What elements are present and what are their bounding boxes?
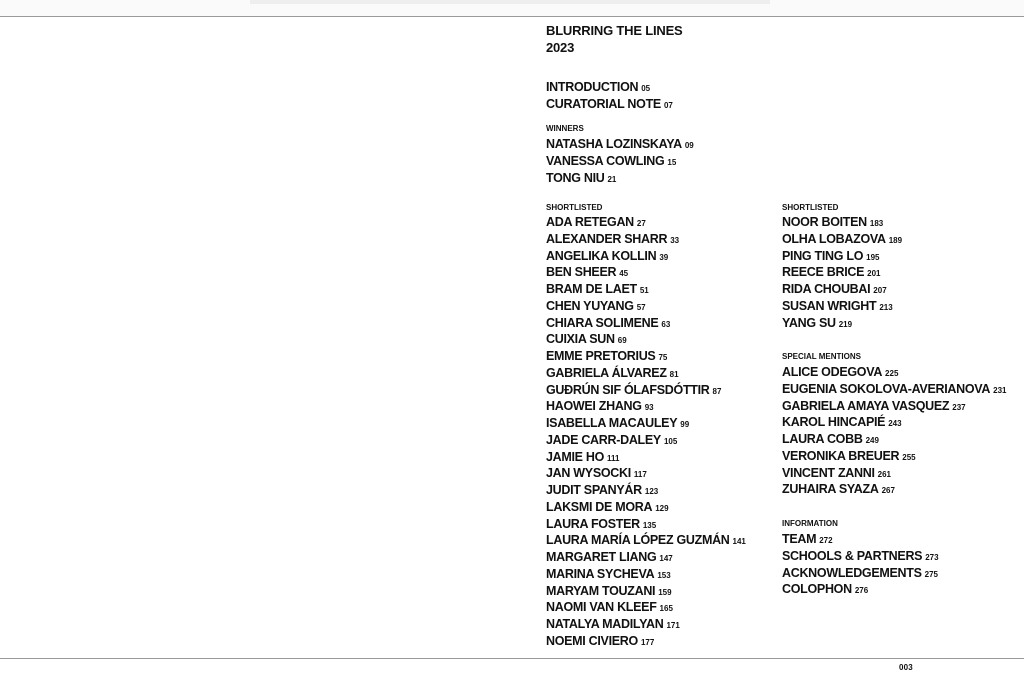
toc-entry-title: JUDIT SPANYÁR bbox=[546, 483, 642, 497]
toc-entry[interactable] bbox=[782, 565, 938, 583]
toc-entry-page: 231 bbox=[993, 385, 1007, 395]
toc-entry[interactable] bbox=[782, 298, 893, 316]
toc-entry[interactable] bbox=[546, 231, 679, 249]
toc-entry-title: CHEN YUYANG bbox=[546, 298, 634, 313]
toc-entry[interactable] bbox=[546, 499, 669, 517]
toc-entry-title: BEN SHEER bbox=[546, 265, 617, 280]
toc-entry[interactable] bbox=[546, 599, 673, 617]
toc-entry-page: 75 bbox=[658, 353, 668, 362]
toc-entry-page: 201 bbox=[867, 269, 881, 279]
toc-entry[interactable] bbox=[546, 315, 670, 333]
toc-entry-title: GUÐRÚN SIF ÓLAFSDÓTTIR bbox=[546, 382, 710, 397]
toc-entry-title: NAOMI VAN KLEEF bbox=[546, 600, 657, 615]
toc-entry-page: 147 bbox=[659, 554, 673, 563]
toc-entry-page: 39 bbox=[659, 252, 669, 262]
toc-entry[interactable] bbox=[546, 348, 667, 366]
viewer-top-bar bbox=[0, 0, 1024, 16]
toc-entry[interactable] bbox=[782, 481, 895, 499]
toc-entry-page: 219 bbox=[838, 319, 853, 329]
toc-entry-title: YANG SU bbox=[782, 315, 836, 330]
toc-entry-page: 87 bbox=[712, 386, 722, 396]
toc-entry[interactable] bbox=[546, 583, 672, 601]
winners-heading: WINNERS bbox=[546, 124, 584, 133]
toc-entry[interactable] bbox=[546, 415, 689, 433]
toc-entry[interactable] bbox=[782, 581, 868, 599]
toc-entry-title: GABRIELA ÁLVAREZ bbox=[546, 365, 667, 380]
information-heading: INFORMATION bbox=[782, 519, 838, 528]
toc-entry-page: 273 bbox=[925, 552, 939, 562]
toc-entry-title: ANGELIKA KOLLIN bbox=[546, 248, 657, 263]
toc-entry-title: RIDA CHOUBAI bbox=[782, 282, 871, 296]
toc-entry-title: REECE BRICE bbox=[782, 265, 865, 280]
toc-entry-title: CUIXIA SUN bbox=[546, 332, 615, 347]
toc-entry-title: NATALYA MADILYAN bbox=[546, 617, 664, 631]
toc-entry-page: 63 bbox=[661, 319, 671, 329]
toc-entry-page: 243 bbox=[888, 419, 902, 429]
toc-entry-title: TONG NIU bbox=[546, 170, 605, 185]
toc-entry-page: 267 bbox=[881, 486, 895, 496]
viewer-top-shade bbox=[250, 0, 770, 4]
toc-entry-page: 99 bbox=[680, 420, 690, 429]
toc-entry[interactable] bbox=[546, 170, 616, 188]
toc-entry-title: ALEXANDER SHARR bbox=[546, 231, 668, 246]
toc-entry[interactable] bbox=[782, 531, 833, 549]
toc-entry-title: COLOPHON bbox=[782, 582, 852, 597]
toc-entry-page: 111 bbox=[607, 453, 620, 463]
toc-entry-title: VANESSA COWLING bbox=[546, 153, 665, 168]
toc-entry[interactable] bbox=[546, 79, 650, 97]
toc-entry-page: 09 bbox=[684, 141, 694, 150]
toc-entry-title: NOEMI CIVIERO bbox=[546, 633, 638, 648]
toc-entry[interactable] bbox=[546, 465, 647, 483]
toc-entry-title: LAURA MARÍA LÓPEZ GUZMÁN bbox=[546, 533, 730, 548]
toc-entry-page: 276 bbox=[854, 586, 869, 596]
toc-entry-title: MARINA SYCHEVA bbox=[546, 566, 655, 581]
toc-entry-page: 27 bbox=[636, 219, 646, 228]
toc-entry[interactable] bbox=[782, 214, 883, 232]
toc-entry-page: 183 bbox=[869, 219, 884, 228]
toc-entry-page: 213 bbox=[879, 302, 893, 312]
toc-entry-page: 69 bbox=[617, 336, 627, 346]
toc-entry[interactable] bbox=[782, 398, 966, 416]
toc-entry[interactable] bbox=[782, 448, 916, 466]
toc-entry-page: 272 bbox=[819, 536, 833, 545]
toc-entry[interactable] bbox=[782, 381, 1006, 399]
toc-entry-page: 207 bbox=[873, 286, 887, 295]
toc-entry-page: 93 bbox=[644, 403, 654, 413]
toc-entry[interactable] bbox=[546, 331, 627, 349]
toc-entry-title: MARGARET LIANG bbox=[546, 550, 657, 564]
toc-entry-title: GABRIELA AMAYA VASQUEZ bbox=[782, 398, 950, 413]
toc-entry-page: 33 bbox=[670, 235, 680, 245]
toc-entry-title: LAKSMI DE MORA bbox=[546, 499, 653, 514]
toc-entry[interactable] bbox=[546, 633, 654, 651]
toc-entry[interactable] bbox=[546, 398, 654, 416]
toc-entry-page: 237 bbox=[952, 402, 966, 412]
toc-entry-title: ACKNOWLEDGEMENTS bbox=[782, 565, 922, 580]
toc-entry[interactable] bbox=[782, 431, 879, 449]
toc-entry[interactable] bbox=[546, 482, 658, 500]
shortlisted-heading: SHORTLISTED bbox=[782, 203, 839, 212]
toc-entry[interactable] bbox=[782, 414, 902, 432]
toc-entry[interactable] bbox=[782, 548, 939, 566]
toc-entry-title: NOOR BOITEN bbox=[782, 215, 867, 229]
toc-entry-page: 159 bbox=[658, 587, 672, 597]
toc-entry[interactable] bbox=[782, 315, 852, 333]
page-top-edge bbox=[0, 16, 1024, 17]
shortlisted-heading: SHORTLISTED bbox=[546, 203, 603, 212]
toc-entry-page: 07 bbox=[663, 100, 673, 110]
toc-entry[interactable] bbox=[546, 432, 677, 450]
toc-entry-title: CURATORIAL NOTE bbox=[546, 96, 661, 111]
toc-entry[interactable] bbox=[546, 382, 721, 400]
toc-entry-title: INTRODUCTION bbox=[546, 80, 639, 94]
toc-entry-page: 81 bbox=[669, 369, 679, 379]
toc-entry-title: JAMIE HO bbox=[546, 449, 605, 464]
toc-entry-title: EUGENIA SOKOLOVA-AVERIANOVA bbox=[782, 381, 991, 396]
toc-entry[interactable] bbox=[546, 248, 668, 266]
toc-entry-page: 177 bbox=[640, 637, 655, 647]
toc-entry[interactable] bbox=[782, 248, 879, 266]
toc-entry-title: BRAM DE LAET bbox=[546, 282, 637, 296]
toc-entry-title: LAURA COBB bbox=[782, 432, 863, 446]
toc-entry-title: ZUHAIRA SYAZA bbox=[782, 482, 879, 497]
toc-entry[interactable] bbox=[546, 449, 620, 467]
special-mentions-heading: SPECIAL MENTIONS bbox=[782, 352, 861, 361]
toc-entry-title: MARYAM TOUZANI bbox=[546, 583, 656, 598]
page-number: 003 bbox=[899, 663, 913, 672]
page-footer-area bbox=[0, 659, 1024, 683]
toc-entry-page: 165 bbox=[659, 604, 673, 614]
toc-entry[interactable] bbox=[546, 214, 646, 232]
toc-entry-title: PING TING LO bbox=[782, 248, 864, 263]
toc-entry[interactable] bbox=[782, 465, 891, 483]
toc-entry-title: HAOWEI ZHANG bbox=[546, 399, 642, 414]
toc-entry[interactable] bbox=[546, 549, 673, 567]
toc-entry[interactable] bbox=[782, 281, 887, 299]
toc-entry-page: 189 bbox=[888, 235, 903, 245]
toc-entry-page: 117 bbox=[633, 470, 647, 480]
toc-entry-title: VERONIKA BREUER bbox=[782, 448, 900, 463]
toc-entry-title: ALICE ODEGOVA bbox=[782, 365, 883, 379]
toc-entry-page: 171 bbox=[666, 621, 680, 630]
book-title-year: 2023 bbox=[546, 40, 575, 55]
toc-entry-page: 153 bbox=[657, 570, 671, 580]
toc-entry[interactable] bbox=[546, 96, 673, 114]
toc-entry-title: TEAM bbox=[782, 532, 817, 546]
toc-entry[interactable] bbox=[546, 365, 679, 383]
toc-entry[interactable] bbox=[782, 231, 902, 249]
toc-entry[interactable] bbox=[782, 364, 898, 382]
toc-entry-title: SUSAN WRIGHT bbox=[782, 298, 877, 313]
toc-entry-title: CHIARA SOLIMENE bbox=[546, 315, 659, 330]
toc-entry-title: LAURA FOSTER bbox=[546, 516, 640, 531]
toc-entry-page: 51 bbox=[639, 286, 649, 295]
toc-entry-page: 261 bbox=[877, 469, 891, 479]
toc-entry-page: 141 bbox=[732, 537, 746, 547]
toc-entry-page: 129 bbox=[655, 503, 669, 513]
toc-entry-page: 15 bbox=[667, 157, 677, 167]
toc-entry[interactable] bbox=[546, 298, 646, 316]
toc-entry-page: 21 bbox=[607, 174, 617, 184]
toc-entry-page: 57 bbox=[636, 302, 646, 312]
book-title-line1: BLURRING THE LINES bbox=[546, 23, 683, 38]
toc-entry-page: 123 bbox=[644, 487, 659, 496]
toc-entry-page: 45 bbox=[619, 269, 629, 279]
toc-entry-page: 255 bbox=[902, 452, 916, 462]
toc-entry-title: NATASHA LOZINSKAYA bbox=[546, 137, 682, 151]
toc-entry-title: ISABELLA MACAULEY bbox=[546, 416, 678, 430]
book-title bbox=[546, 22, 683, 56]
toc-entry[interactable] bbox=[546, 532, 746, 550]
toc-entry-title: VINCENT ZANNI bbox=[782, 465, 875, 480]
toc-entry[interactable] bbox=[546, 264, 628, 282]
toc-entry-page: 249 bbox=[865, 436, 879, 445]
toc-entry-title: JADE CARR-DALEY bbox=[546, 432, 661, 447]
toc-entry-page: 05 bbox=[641, 84, 651, 93]
toc-entry-title: JAN WYSOCKI bbox=[546, 466, 631, 481]
toc-entry-page: 275 bbox=[924, 569, 938, 579]
toc-entry[interactable] bbox=[546, 566, 671, 584]
toc-entry-title: ADA RETEGAN bbox=[546, 215, 634, 229]
toc-entry[interactable] bbox=[546, 516, 656, 534]
toc-entry-page: 195 bbox=[866, 252, 880, 262]
toc-entry[interactable] bbox=[546, 616, 680, 634]
toc-entry[interactable] bbox=[546, 136, 694, 154]
toc-entry[interactable] bbox=[782, 264, 881, 282]
toc-entry[interactable] bbox=[546, 281, 649, 299]
toc-entry-title: SCHOOLS & PARTNERS bbox=[782, 548, 923, 563]
toc-entry-title: KAROL HINCAPIÉ bbox=[782, 415, 886, 430]
toc-entry-page: 105 bbox=[663, 436, 678, 446]
toc-entry-title: EMME PRETORIUS bbox=[546, 349, 656, 363]
toc-entry-page: 135 bbox=[642, 520, 657, 530]
toc-entry[interactable] bbox=[546, 153, 676, 171]
toc-entry-title: OLHA LOBAZOVA bbox=[782, 231, 886, 246]
toc-entry-page: 225 bbox=[885, 369, 899, 378]
